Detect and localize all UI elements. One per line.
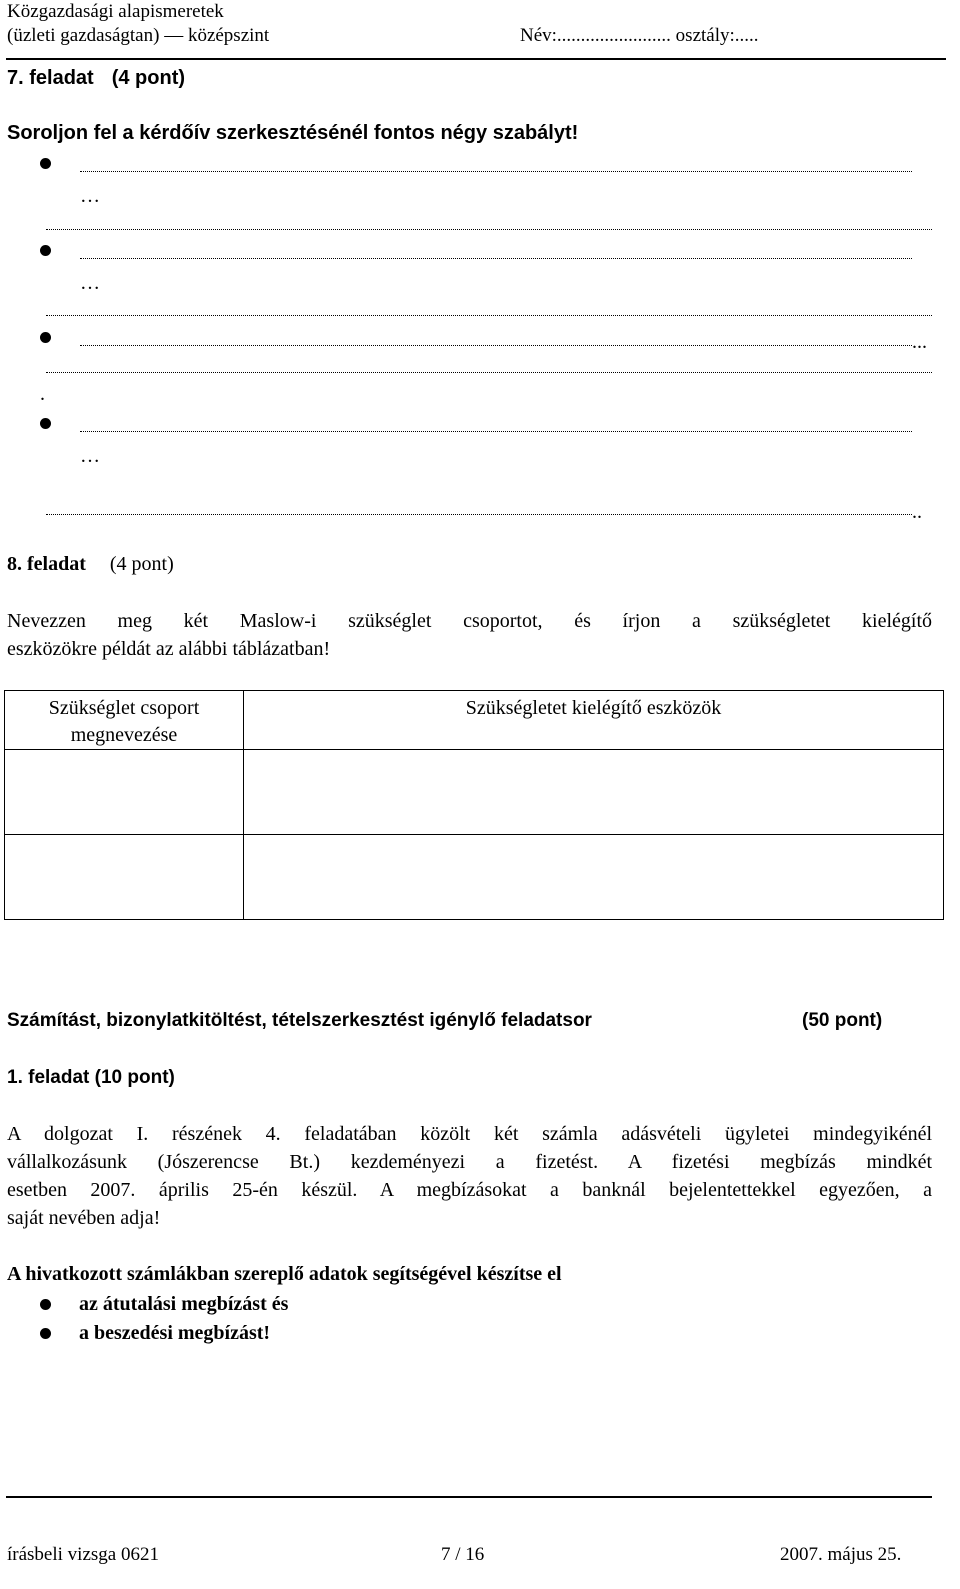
answer-line [80, 258, 912, 259]
table-header-tools: Szükségletet kielégítő eszközök [244, 691, 944, 750]
footer-exam: írásbeli vizsga 0621 [7, 1544, 159, 1565]
header-subject: Közgazdasági alapismeretek [7, 1, 224, 22]
section-title: Számítást, bizonylatkitöltést, tételszerkesztést igénylő feladatsor [7, 1010, 592, 1031]
table-row [5, 750, 944, 835]
task1-bullet-collection: a beszedési megbízást! [79, 1322, 271, 1344]
task8-title: 8. feladat (4 pont) [7, 553, 174, 575]
table-row [5, 835, 944, 920]
table-cell-group[interactable] [5, 750, 244, 835]
bullet-icon [40, 332, 51, 343]
task1-instruction: A hivatkozott számlákban szereplő adatok segítségével készítse el [7, 1263, 562, 1285]
answer-ellipsis: … [80, 272, 102, 294]
task1-para-line: saját nevében adja! [7, 1207, 161, 1229]
bullet-icon [40, 245, 51, 256]
answer-line [80, 431, 912, 432]
task7-prompt: Soroljon fel a kérdőív szerkesztésénél fontos négy szabályt! [7, 122, 579, 144]
task1-para-line: esetben 2007. április 25-én készül. A megbízásokat a banknál bejelentettekkel egyezően, a [7, 1179, 932, 1201]
bullet-icon [40, 1328, 51, 1339]
bullet-icon [40, 158, 51, 169]
answer-line [46, 229, 932, 230]
task1-para-line: A dolgozat I. részének 4. feladatában közölt két számla adásvételi ügyletei mindegyikénél [7, 1123, 932, 1145]
table-header-group: Szükséglet csoport megnevezése [5, 691, 244, 750]
table-cell-tools[interactable] [244, 835, 944, 920]
answer-line [46, 372, 932, 373]
section-points: (50 pont) [802, 1010, 883, 1031]
header-level: (üzleti gazdaságtan) — középszint [7, 25, 270, 46]
answer-ellipsis: … [80, 185, 102, 207]
maslow-table [4, 690, 944, 920]
task7-title: 7. feladat (4 pont) [7, 67, 186, 89]
table-cell-tools[interactable] [244, 750, 944, 835]
answer-ellipsis: .. [912, 501, 922, 523]
footer-page-number: 7 / 16 [441, 1544, 485, 1565]
task1-title: 1. feladat (10 pont) [7, 1067, 175, 1088]
table-cell-group[interactable] [5, 835, 244, 920]
header-name-class: Név:........................ osztály:..... [520, 25, 759, 46]
task1-para-line: vállalkozásunk (Jószerencse Bt.) kezdeményezi a fizetést. A fizetési megbízás mindkét [7, 1151, 932, 1173]
answer-line [46, 315, 932, 316]
task1-bullet-transfer: az átutalási megbízást és [79, 1293, 289, 1315]
answer-line [80, 171, 912, 172]
task8-prompt-line2: eszközökre példát az alábbi táblázatban! [7, 638, 331, 660]
answer-period: . [40, 383, 47, 405]
task8-prompt-line1: Nevezzen meg két Maslow-i szükséglet csoportot, és írjon a szükségletet kielégítő [7, 610, 932, 632]
bullet-icon [40, 418, 51, 429]
answer-ellipsis: … [80, 445, 102, 467]
answer-ellipsis: ... [912, 331, 927, 353]
footer-date: 2007. május 25. [780, 1544, 902, 1565]
footer-rule [6, 1496, 932, 1498]
bullet-icon [40, 1299, 51, 1310]
answer-line [46, 514, 912, 515]
header-rule [6, 58, 946, 60]
answer-line [80, 345, 912, 346]
